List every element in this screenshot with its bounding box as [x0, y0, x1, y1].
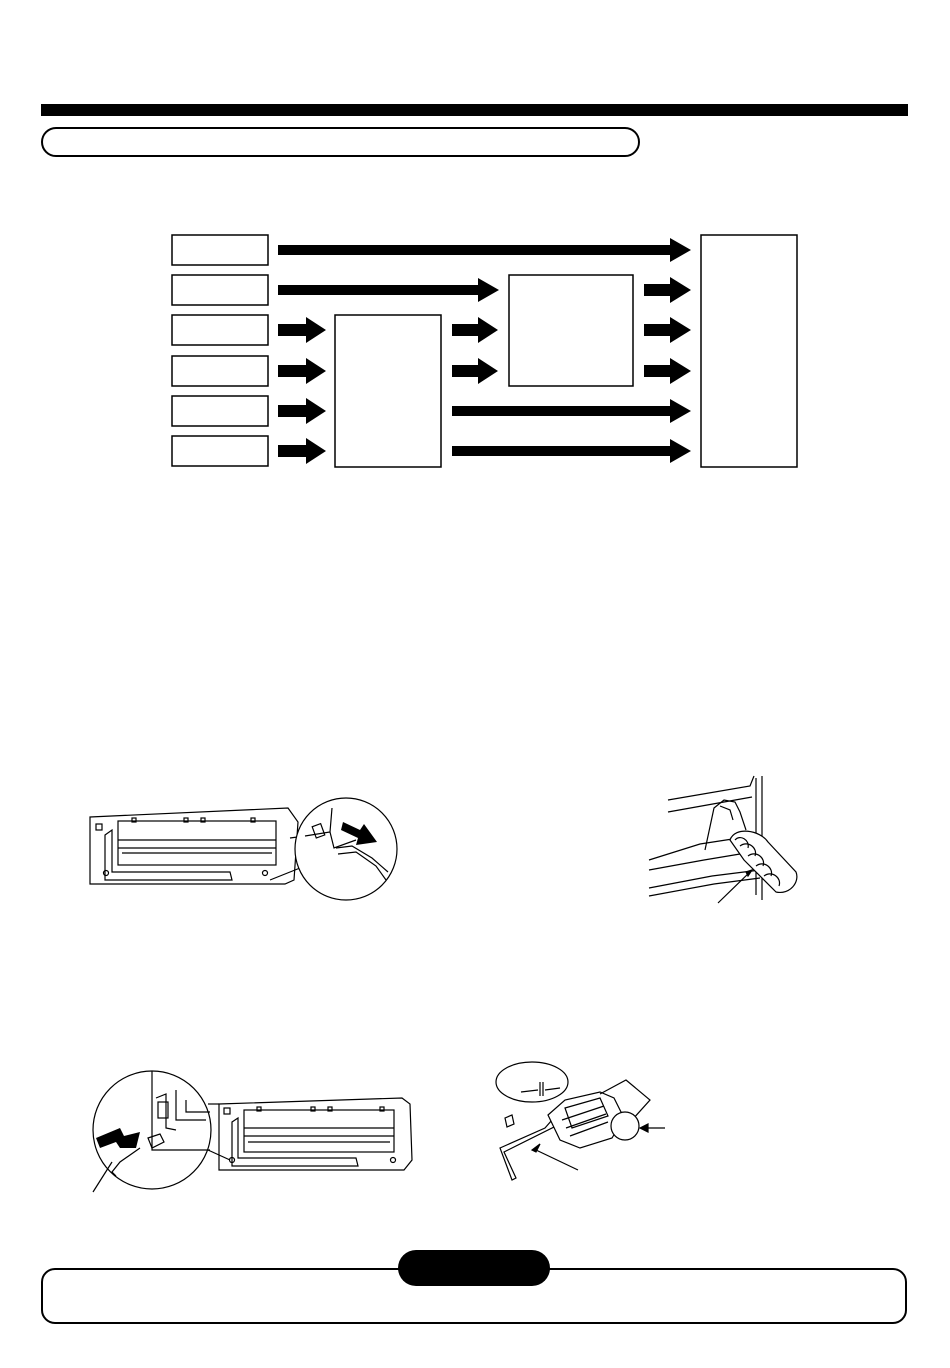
source-box-1 [172, 235, 268, 265]
source-box-3 [172, 315, 268, 345]
source-box-2 [172, 275, 268, 305]
source-box-5 [172, 396, 268, 426]
indoor-unit-figure-1 [90, 798, 397, 900]
flow-chart [172, 235, 797, 467]
note-tab [398, 1250, 550, 1286]
middle-box [335, 315, 441, 467]
indoor-unit-figure-2 [93, 1071, 412, 1192]
source-box-4 [172, 356, 268, 386]
target-box [701, 235, 797, 467]
source-box-6 [172, 436, 268, 466]
right-middle-box [509, 275, 633, 386]
valve-cross-section-figure [496, 1062, 665, 1180]
pipe-wrap-figure [649, 776, 797, 903]
